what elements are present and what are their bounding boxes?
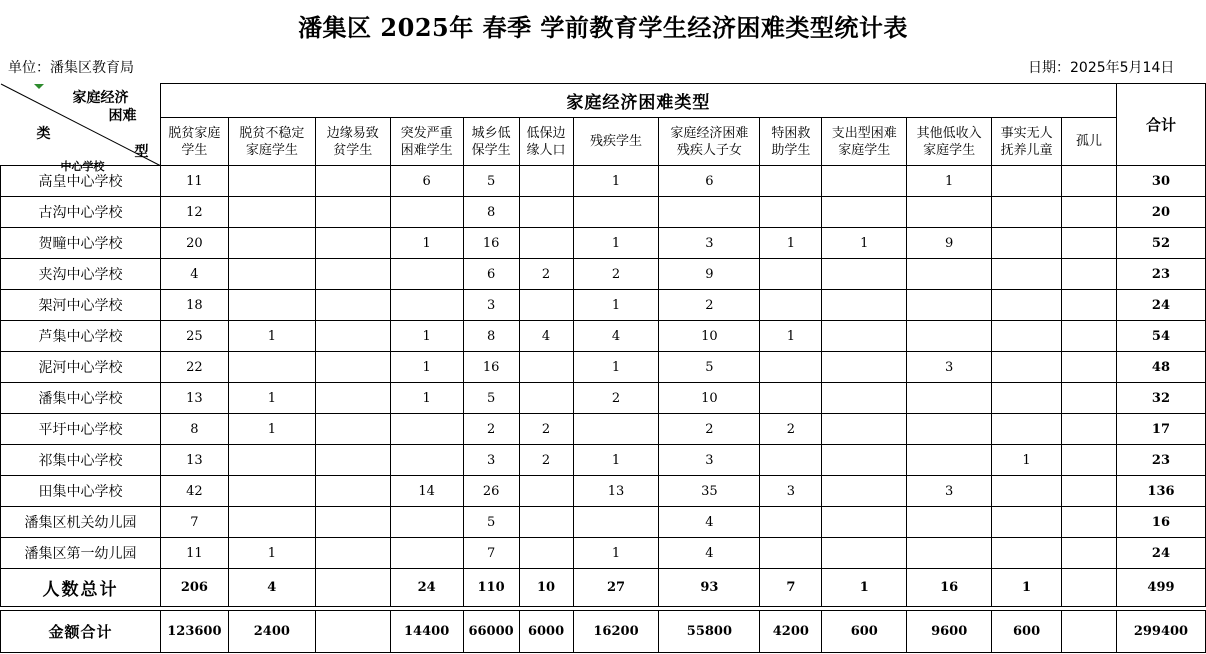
value-cell bbox=[822, 476, 907, 507]
table-row bbox=[1, 259, 1206, 290]
totals-value-cell: 10 bbox=[519, 569, 573, 607]
value-cell bbox=[1062, 476, 1117, 507]
corner-header-cell bbox=[1, 84, 161, 173]
value-cell bbox=[519, 228, 573, 259]
value-cell bbox=[822, 538, 907, 569]
value-cell bbox=[390, 259, 463, 290]
amount-value-cell: 55800 bbox=[659, 611, 760, 653]
value-cell bbox=[822, 507, 907, 538]
value-cell bbox=[390, 197, 463, 228]
value-cell bbox=[315, 414, 390, 445]
table-row bbox=[1, 290, 1206, 321]
totals-value-cell: 206 bbox=[160, 569, 228, 607]
value-cell bbox=[573, 414, 659, 445]
school-name-cell: 潘集中心学校 bbox=[1, 383, 161, 414]
value-cell bbox=[1062, 290, 1117, 321]
value-cell bbox=[1062, 197, 1117, 228]
column-header-row bbox=[1, 118, 1206, 166]
value-cell bbox=[315, 507, 390, 538]
value-cell: 1 bbox=[573, 538, 659, 569]
row-total-cell: 52 bbox=[1116, 228, 1205, 259]
value-cell bbox=[1062, 259, 1117, 290]
amount-value-cell: 6000 bbox=[519, 611, 573, 653]
row-total-cell: 20 bbox=[1116, 197, 1205, 228]
value-cell: 1 bbox=[760, 228, 822, 259]
value-cell: 8 bbox=[463, 321, 519, 352]
value-cell: 3 bbox=[760, 476, 822, 507]
value-cell: 2 bbox=[760, 414, 822, 445]
value-cell bbox=[760, 507, 822, 538]
table-row bbox=[1, 166, 1206, 197]
value-cell bbox=[519, 290, 573, 321]
value-cell bbox=[1062, 352, 1117, 383]
column-header-line: 学生 bbox=[181, 142, 208, 158]
value-cell bbox=[822, 321, 907, 352]
column-header-5 bbox=[463, 118, 519, 166]
value-cell: 3 bbox=[463, 445, 519, 476]
value-cell bbox=[1062, 228, 1117, 259]
column-header-line: 家庭学生 bbox=[923, 142, 976, 158]
value-cell: 1 bbox=[390, 383, 463, 414]
amount-total-cell: 299400 bbox=[1116, 611, 1205, 653]
row-total-cell: 24 bbox=[1116, 290, 1205, 321]
page-title: 潘集区 2025年 春季 学前教育学生经济困难类型统计表 bbox=[298, 13, 908, 42]
value-cell: 16 bbox=[463, 228, 519, 259]
amount-value-cell bbox=[315, 611, 390, 653]
column-header-line: 残疾学生 bbox=[590, 134, 643, 149]
value-cell: 13 bbox=[573, 476, 659, 507]
value-cell bbox=[315, 321, 390, 352]
value-cell bbox=[822, 290, 907, 321]
value-cell: 42 bbox=[160, 476, 228, 507]
amount-value-cell: 2400 bbox=[228, 611, 315, 653]
value-cell: 1 bbox=[228, 383, 315, 414]
value-cell bbox=[1062, 445, 1117, 476]
value-cell bbox=[822, 414, 907, 445]
value-cell: 1 bbox=[573, 445, 659, 476]
totals-value-cell: 27 bbox=[573, 569, 659, 607]
column-header-9 bbox=[760, 118, 822, 166]
value-cell bbox=[228, 166, 315, 197]
value-cell bbox=[992, 476, 1062, 507]
value-cell bbox=[760, 383, 822, 414]
column-header-line: 低保边 bbox=[526, 125, 566, 141]
table-row bbox=[1, 383, 1206, 414]
date-label: 日期：2025年5月14日 bbox=[1028, 60, 1175, 76]
school-name-cell: 泥河中心学校 bbox=[1, 352, 161, 383]
totals-value-cell: 110 bbox=[463, 569, 519, 607]
value-cell bbox=[907, 445, 992, 476]
column-header-line: 其他低收入 bbox=[916, 125, 982, 141]
amount-value-cell: 14400 bbox=[390, 611, 463, 653]
amount-value-cell: 66000 bbox=[463, 611, 519, 653]
totals-value-cell: 1 bbox=[822, 569, 907, 607]
row-total-cell: 48 bbox=[1116, 352, 1205, 383]
value-cell bbox=[822, 197, 907, 228]
school-name-cell: 祁集中心学校 bbox=[1, 445, 161, 476]
value-cell: 2 bbox=[519, 259, 573, 290]
value-cell bbox=[822, 352, 907, 383]
column-header-line: 边缘易致 bbox=[326, 125, 379, 141]
value-cell: 4 bbox=[519, 321, 573, 352]
value-cell bbox=[907, 259, 992, 290]
value-cell: 9 bbox=[907, 228, 992, 259]
value-cell: 3 bbox=[659, 228, 760, 259]
value-cell: 2 bbox=[463, 414, 519, 445]
value-cell bbox=[760, 290, 822, 321]
table-row bbox=[1, 445, 1206, 476]
totals-value-cell: 93 bbox=[659, 569, 760, 607]
value-cell: 6 bbox=[659, 166, 760, 197]
column-header-13 bbox=[1062, 118, 1117, 166]
value-cell bbox=[907, 197, 992, 228]
school-name-cell: 潘集区机关幼儿园 bbox=[1, 507, 161, 538]
group-header: 家庭经济困难类型 bbox=[160, 84, 1116, 118]
column-header-6 bbox=[519, 118, 573, 166]
value-cell: 5 bbox=[463, 166, 519, 197]
corner-label-3: 类 bbox=[36, 125, 51, 142]
value-cell bbox=[390, 414, 463, 445]
value-cell bbox=[315, 476, 390, 507]
value-cell: 10 bbox=[659, 383, 760, 414]
value-cell bbox=[1062, 414, 1117, 445]
value-cell bbox=[315, 228, 390, 259]
value-cell bbox=[315, 290, 390, 321]
value-cell bbox=[315, 166, 390, 197]
value-cell: 1 bbox=[228, 321, 315, 352]
value-cell bbox=[992, 197, 1062, 228]
value-cell: 5 bbox=[463, 507, 519, 538]
table-row bbox=[1, 197, 1206, 228]
row-total-cell: 54 bbox=[1116, 321, 1205, 352]
amount-value-cell: 600 bbox=[992, 611, 1062, 653]
green-triangle-marker bbox=[34, 84, 44, 89]
amount-row bbox=[1, 611, 1206, 653]
totals-value-cell: 1 bbox=[992, 569, 1062, 607]
amount-value-cell: 4200 bbox=[760, 611, 822, 653]
value-cell bbox=[519, 476, 573, 507]
totals-value-cell bbox=[315, 569, 390, 607]
value-cell bbox=[573, 197, 659, 228]
value-cell: 14 bbox=[390, 476, 463, 507]
school-name-cell: 芦集中心学校 bbox=[1, 321, 161, 352]
school-name-cell: 高皇中心学校 bbox=[1, 166, 161, 197]
value-cell bbox=[315, 197, 390, 228]
value-cell: 2 bbox=[659, 414, 760, 445]
value-cell: 4 bbox=[659, 538, 760, 569]
amount-value-cell bbox=[1062, 611, 1117, 653]
unit-label: 单位：潘集区教育局 bbox=[8, 60, 134, 76]
column-header-line: 家庭学生 bbox=[838, 142, 891, 158]
value-cell bbox=[992, 166, 1062, 197]
value-cell: 1 bbox=[760, 321, 822, 352]
totals-value-cell: 4 bbox=[228, 569, 315, 607]
value-cell: 13 bbox=[160, 445, 228, 476]
corner-label-2: 困难 bbox=[108, 107, 137, 124]
row-total-cell: 32 bbox=[1116, 383, 1205, 414]
value-cell bbox=[573, 507, 659, 538]
value-cell bbox=[519, 383, 573, 414]
value-cell bbox=[822, 445, 907, 476]
school-name-cell: 潘集区第一幼儿园 bbox=[1, 538, 161, 569]
value-cell bbox=[760, 166, 822, 197]
corner-label-1: 家庭经济 bbox=[72, 89, 129, 106]
value-cell: 1 bbox=[573, 290, 659, 321]
amount-value-cell: 9600 bbox=[907, 611, 992, 653]
column-header-line: 家庭经济困难 bbox=[670, 125, 749, 141]
amount-label-cell: 金额合计 bbox=[1, 611, 161, 653]
value-cell: 3 bbox=[463, 290, 519, 321]
value-cell: 7 bbox=[463, 538, 519, 569]
grand-total-cell: 499 bbox=[1116, 569, 1205, 607]
value-cell bbox=[760, 445, 822, 476]
column-header-8 bbox=[659, 118, 760, 166]
value-cell: 20 bbox=[160, 228, 228, 259]
value-cell: 1 bbox=[907, 166, 992, 197]
value-cell bbox=[760, 197, 822, 228]
value-cell bbox=[228, 352, 315, 383]
value-cell: 1 bbox=[573, 228, 659, 259]
value-cell bbox=[390, 507, 463, 538]
row-total-cell: 17 bbox=[1116, 414, 1205, 445]
school-name-cell: 夹沟中心学校 bbox=[1, 259, 161, 290]
value-cell: 18 bbox=[160, 290, 228, 321]
value-cell bbox=[992, 383, 1062, 414]
value-cell bbox=[659, 197, 760, 228]
column-header-line: 突发严重 bbox=[400, 125, 453, 141]
value-cell bbox=[760, 352, 822, 383]
value-cell bbox=[315, 352, 390, 383]
value-cell: 11 bbox=[160, 538, 228, 569]
table-row bbox=[1, 507, 1206, 538]
amount-value-cell: 16200 bbox=[573, 611, 659, 653]
value-cell bbox=[228, 228, 315, 259]
column-header-line: 助学生 bbox=[771, 142, 811, 158]
value-cell bbox=[992, 228, 1062, 259]
total-header: 合计 bbox=[1116, 84, 1205, 166]
row-total-cell: 16 bbox=[1116, 507, 1205, 538]
value-cell bbox=[907, 507, 992, 538]
value-cell bbox=[315, 383, 390, 414]
table-row bbox=[1, 352, 1206, 383]
value-cell: 12 bbox=[160, 197, 228, 228]
value-cell: 1 bbox=[228, 414, 315, 445]
value-cell: 11 bbox=[160, 166, 228, 197]
value-cell: 10 bbox=[659, 321, 760, 352]
value-cell: 1 bbox=[390, 352, 463, 383]
value-cell bbox=[992, 259, 1062, 290]
totals-label-cell: 人数总计 bbox=[1, 569, 161, 607]
value-cell: 1 bbox=[992, 445, 1062, 476]
value-cell: 2 bbox=[519, 445, 573, 476]
column-header-line: 脱贫家庭 bbox=[168, 125, 221, 141]
table-row bbox=[1, 538, 1206, 569]
totals-value-cell: 7 bbox=[760, 569, 822, 607]
statistics-table-wrapper bbox=[0, 83, 1206, 653]
value-cell bbox=[315, 538, 390, 569]
value-cell: 5 bbox=[463, 383, 519, 414]
value-cell bbox=[992, 352, 1062, 383]
value-cell: 4 bbox=[659, 507, 760, 538]
row-total-cell: 136 bbox=[1116, 476, 1205, 507]
value-cell: 2 bbox=[573, 383, 659, 414]
value-cell: 3 bbox=[907, 476, 992, 507]
column-header-line: 贫学生 bbox=[333, 142, 373, 158]
value-cell bbox=[519, 507, 573, 538]
value-cell: 1 bbox=[573, 352, 659, 383]
value-cell bbox=[1062, 507, 1117, 538]
value-cell bbox=[992, 321, 1062, 352]
value-cell: 3 bbox=[659, 445, 760, 476]
column-header-line: 家庭学生 bbox=[245, 142, 298, 158]
value-cell bbox=[992, 507, 1062, 538]
value-cell: 26 bbox=[463, 476, 519, 507]
value-cell bbox=[228, 507, 315, 538]
value-cell: 1 bbox=[390, 228, 463, 259]
column-header-line: 抚养儿童 bbox=[1000, 142, 1053, 158]
value-cell: 3 bbox=[907, 352, 992, 383]
column-header-10 bbox=[822, 118, 907, 166]
value-cell: 6 bbox=[390, 166, 463, 197]
row-total-cell: 24 bbox=[1116, 538, 1205, 569]
column-header-line: 城乡低 bbox=[471, 125, 511, 141]
column-header-line: 事实无人 bbox=[1000, 125, 1053, 141]
column-header-line: 特困救 bbox=[771, 125, 811, 141]
value-cell bbox=[228, 259, 315, 290]
value-cell bbox=[315, 445, 390, 476]
column-header-line: 孤儿 bbox=[1075, 134, 1102, 149]
value-cell: 1 bbox=[573, 166, 659, 197]
value-cell bbox=[390, 538, 463, 569]
value-cell bbox=[760, 259, 822, 290]
value-cell: 2 bbox=[573, 259, 659, 290]
table-row bbox=[1, 476, 1206, 507]
table-row bbox=[1, 321, 1206, 352]
amount-value-cell: 123600 bbox=[160, 611, 228, 653]
value-cell: 6 bbox=[463, 259, 519, 290]
value-cell bbox=[992, 414, 1062, 445]
value-cell: 25 bbox=[160, 321, 228, 352]
school-name-cell: 田集中心学校 bbox=[1, 476, 161, 507]
value-cell bbox=[822, 166, 907, 197]
value-cell bbox=[390, 290, 463, 321]
value-cell bbox=[228, 445, 315, 476]
table-row bbox=[1, 228, 1206, 259]
value-cell: 22 bbox=[160, 352, 228, 383]
value-cell bbox=[822, 383, 907, 414]
totals-value-cell bbox=[1062, 569, 1117, 607]
value-cell bbox=[228, 476, 315, 507]
value-cell bbox=[315, 259, 390, 290]
column-header-line: 残疾人子女 bbox=[676, 142, 742, 158]
table-body bbox=[1, 166, 1206, 653]
value-cell bbox=[992, 290, 1062, 321]
value-cell bbox=[519, 352, 573, 383]
statistics-table bbox=[0, 83, 1206, 653]
column-header-7 bbox=[573, 118, 659, 166]
value-cell: 1 bbox=[822, 228, 907, 259]
table-row bbox=[1, 414, 1206, 445]
value-cell: 35 bbox=[659, 476, 760, 507]
value-cell: 1 bbox=[228, 538, 315, 569]
school-name-cell: 古沟中心学校 bbox=[1, 197, 161, 228]
totals-row bbox=[1, 569, 1206, 607]
totals-value-cell: 16 bbox=[907, 569, 992, 607]
row-total-cell: 23 bbox=[1116, 445, 1205, 476]
value-cell bbox=[1062, 321, 1117, 352]
value-cell bbox=[907, 290, 992, 321]
value-cell bbox=[907, 538, 992, 569]
value-cell bbox=[822, 259, 907, 290]
column-header-line: 困难学生 bbox=[400, 142, 453, 158]
value-cell bbox=[519, 166, 573, 197]
column-header-11 bbox=[907, 118, 992, 166]
column-header-line: 缘人口 bbox=[526, 142, 566, 158]
value-cell bbox=[1062, 538, 1117, 569]
value-cell: 2 bbox=[519, 414, 573, 445]
value-cell bbox=[907, 414, 992, 445]
column-header-line: 保学生 bbox=[471, 142, 511, 158]
value-cell bbox=[1062, 383, 1117, 414]
column-header-12 bbox=[992, 118, 1062, 166]
value-cell: 5 bbox=[659, 352, 760, 383]
value-cell bbox=[1062, 166, 1117, 197]
school-name-cell: 平圩中心学校 bbox=[1, 414, 161, 445]
value-cell bbox=[228, 290, 315, 321]
value-cell bbox=[390, 445, 463, 476]
value-cell: 1 bbox=[390, 321, 463, 352]
corner-label-5: 中心学校 bbox=[60, 159, 105, 173]
value-cell bbox=[519, 538, 573, 569]
value-cell: 8 bbox=[463, 197, 519, 228]
value-cell: 2 bbox=[659, 290, 760, 321]
column-header-4 bbox=[390, 118, 463, 166]
value-cell: 4 bbox=[573, 321, 659, 352]
value-cell bbox=[907, 383, 992, 414]
row-total-cell: 23 bbox=[1116, 259, 1205, 290]
value-cell: 7 bbox=[160, 507, 228, 538]
value-cell bbox=[907, 321, 992, 352]
totals-value-cell: 24 bbox=[390, 569, 463, 607]
row-total-cell: 30 bbox=[1116, 166, 1205, 197]
value-cell bbox=[228, 197, 315, 228]
column-header-line: 支出型困难 bbox=[831, 125, 897, 141]
corner-label-4: 型 bbox=[134, 143, 149, 160]
value-cell bbox=[519, 197, 573, 228]
value-cell: 4 bbox=[160, 259, 228, 290]
value-cell: 9 bbox=[659, 259, 760, 290]
amount-value-cell: 600 bbox=[822, 611, 907, 653]
school-name-cell: 贺疃中心学校 bbox=[1, 228, 161, 259]
value-cell bbox=[760, 538, 822, 569]
value-cell: 16 bbox=[463, 352, 519, 383]
column-header-3 bbox=[315, 118, 390, 166]
value-cell: 8 bbox=[160, 414, 228, 445]
column-header-1 bbox=[160, 118, 228, 166]
value-cell bbox=[992, 538, 1062, 569]
value-cell: 13 bbox=[160, 383, 228, 414]
column-header-line: 脱贫不稳定 bbox=[239, 125, 305, 141]
school-name-cell: 架河中心学校 bbox=[1, 290, 161, 321]
column-header-2 bbox=[228, 118, 315, 166]
